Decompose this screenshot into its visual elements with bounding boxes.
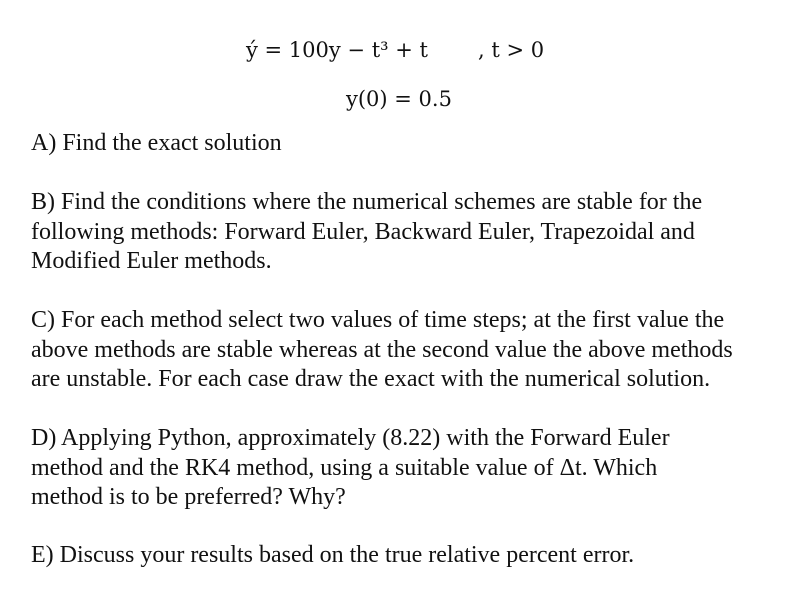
initial-condition: y(0) = 0.5: [346, 87, 452, 111]
question-d: D) Applying Python, approximately (8.22) with the Forward Euler method and the RK4 method, using a suitable value of Δt. Which method is to be preferred? Why?: [31, 425, 670, 510]
ode-equation: ý = 100y − t³ + t: [246, 38, 428, 62]
question-a: A) Find the exact solution: [31, 130, 282, 156]
question-e: E) Discuss your results based on the true relative percent error.: [31, 542, 635, 568]
time-condition: , t > 0: [478, 38, 545, 62]
question-b: B) Find the conditions where the numerical schemes are stable for the following methods: Forward Euler, Backward Euler, Trapezoidal and Modified Euler methods.: [31, 189, 703, 274]
question-c: C) For each method select two values of time steps; at the first value the above methods are stable whereas at the second value the above methods are unstable. For each case draw the exact with the numerical solution.: [31, 307, 733, 392]
